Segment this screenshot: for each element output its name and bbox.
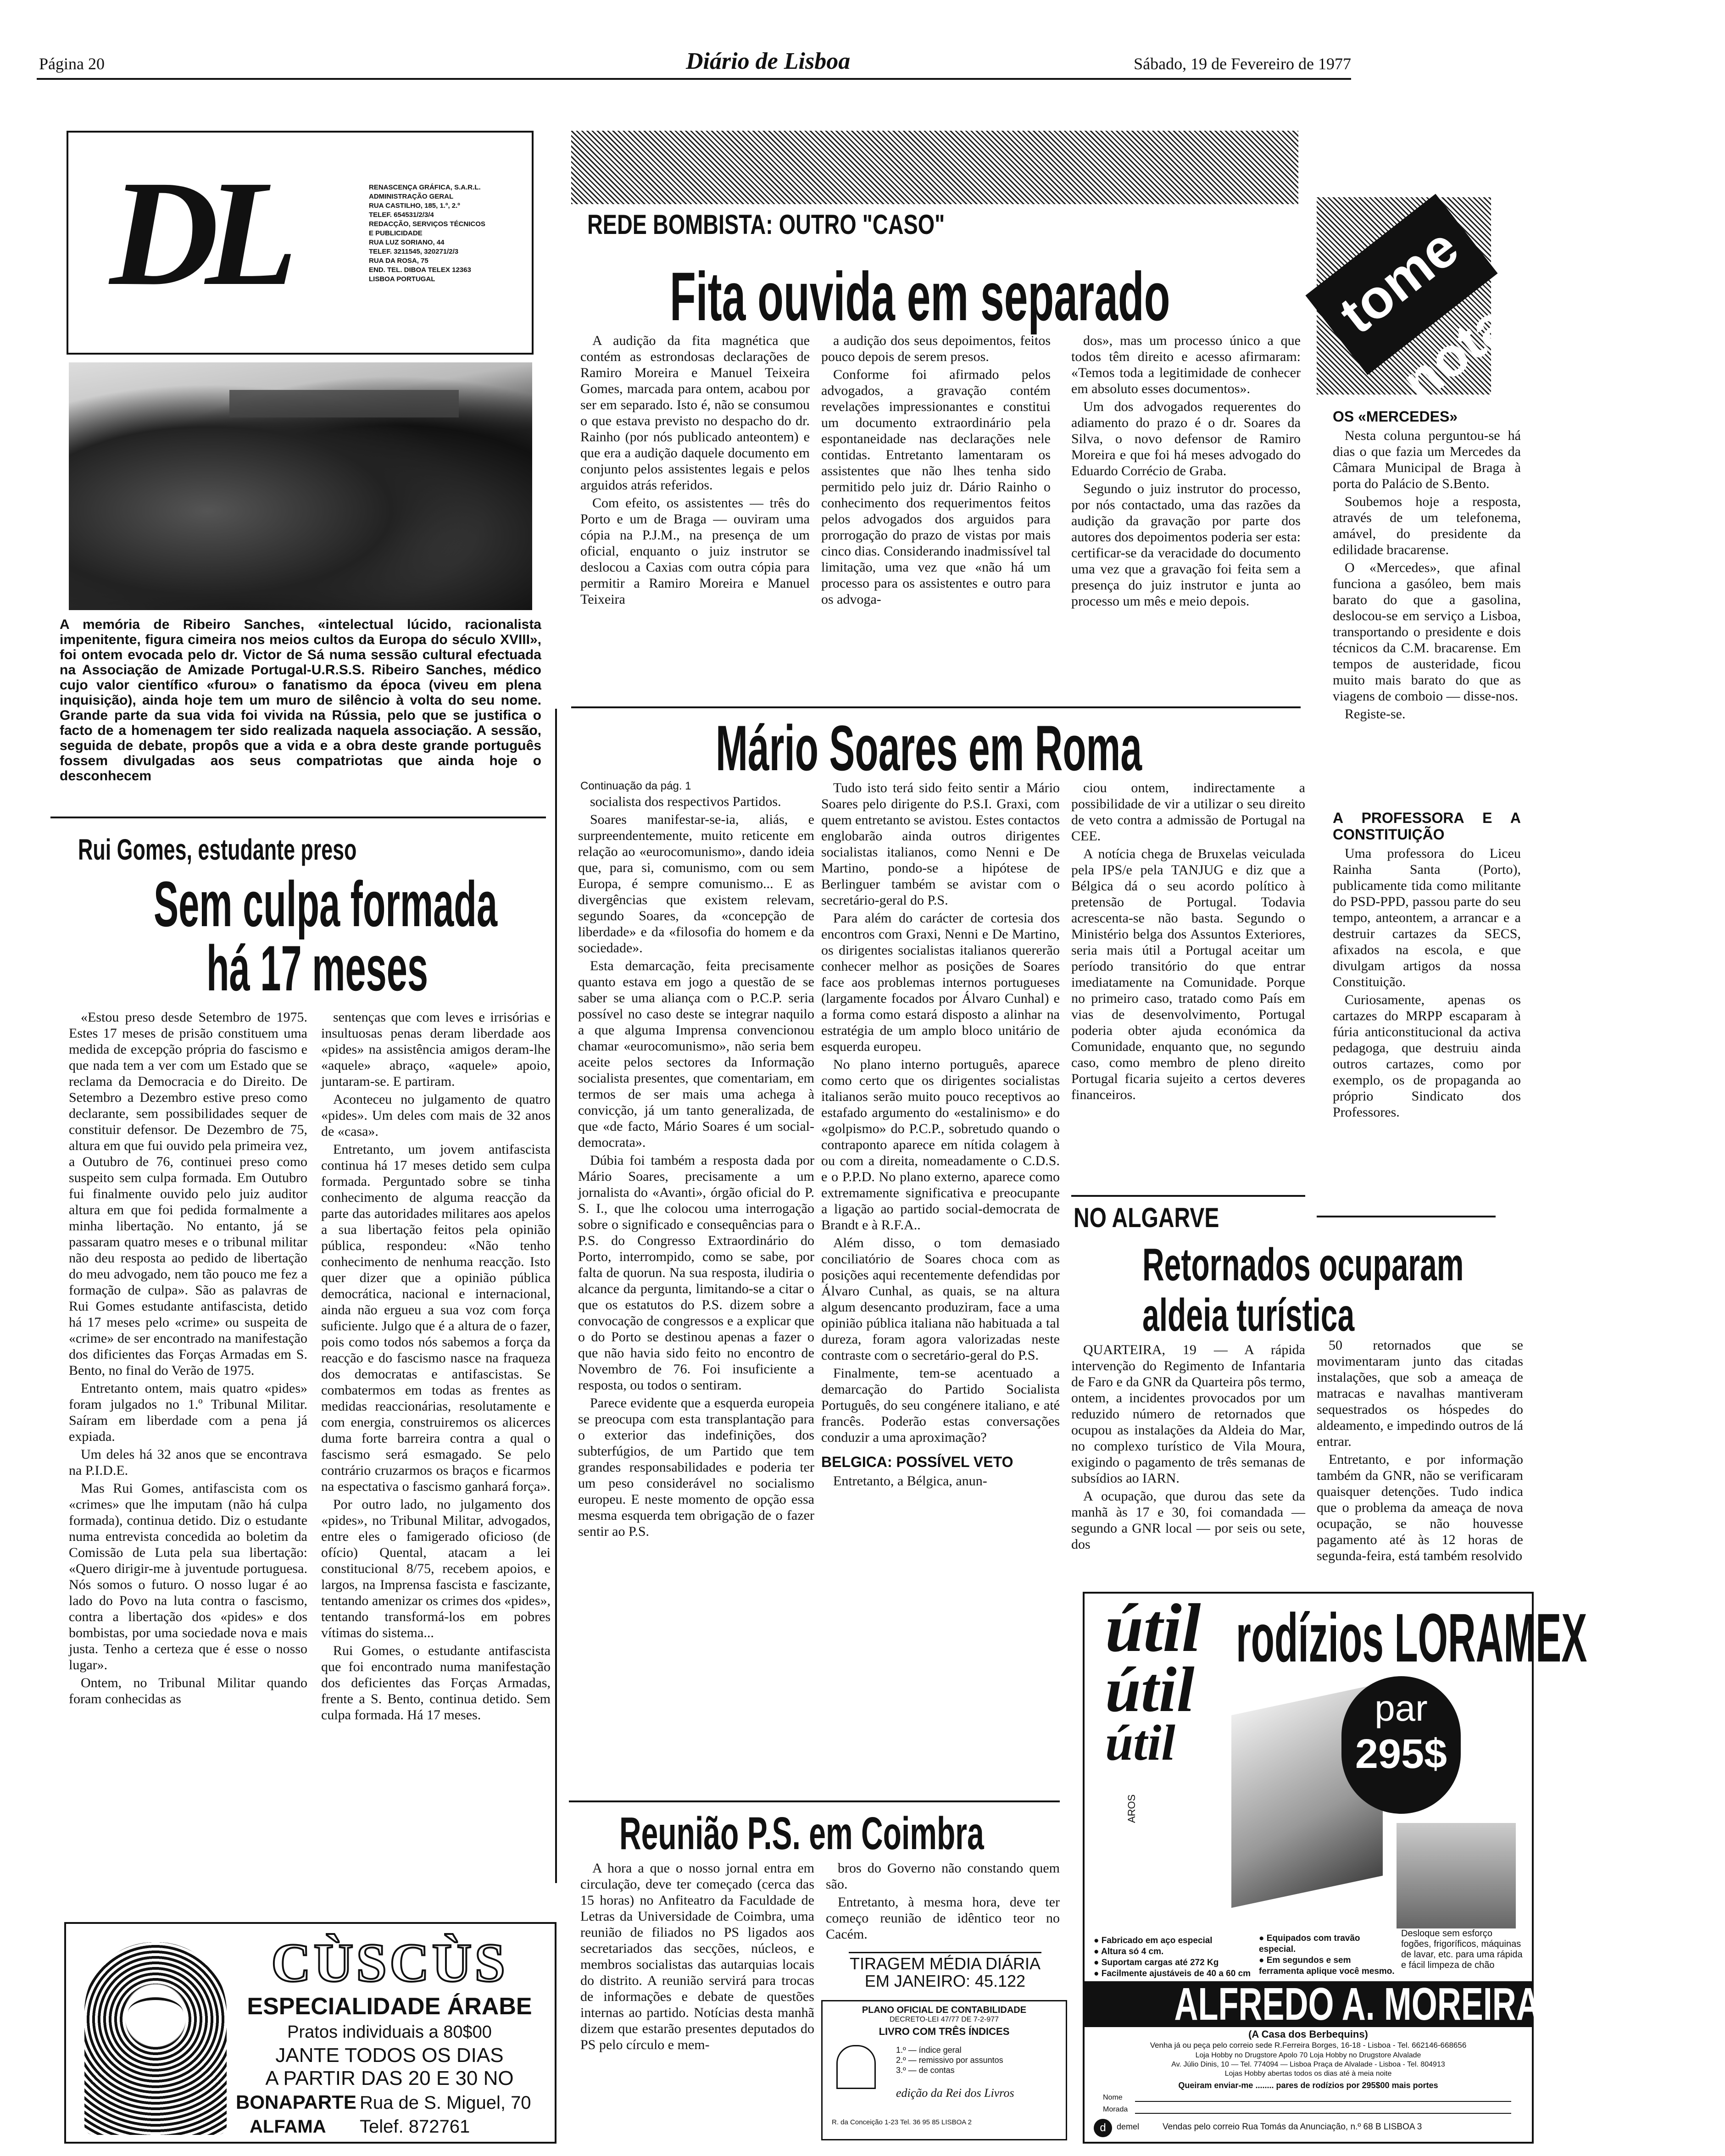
loramex-bullet-right-1: ● Equipados com travão especial. bbox=[1259, 1934, 1360, 1954]
fita-hatch-band bbox=[571, 131, 1298, 204]
dl-address-line-1: RENASCENÇA GRÁFICA, S.A.R.L. bbox=[369, 183, 481, 191]
loramex-ad bbox=[1083, 1590, 1636, 2144]
soares-c2-paragraph-1: Tudo isto terá sido feito sentir a Mário Soares pelo dirigente do P.S.I. Graxi, com quem entretanto se avistou. Estes contactos englobarão ainda outros dirigentes socialistas italianos, como Nenni e De Martino, pondo-se a hipótese de Berlinguer também se avistar com o secretário-geral do P.S. bbox=[821, 780, 1060, 908]
fita-c3-paragraph-3: Segundo o juiz instrutor do processo, por nós contactado, uma das razões da audição da gravação por parte dos autores dos depoimentos poderia ser esta: certificar-se da veracidade do documento uma vez que a gravação foi feita sem a presença do juiz instrutor e junta ao processo um mês e meio depois. bbox=[1071, 481, 1301, 609]
demel-logo: demel bbox=[1117, 2122, 1140, 2131]
header-rule bbox=[37, 78, 1351, 80]
veil-line bbox=[128, 1997, 183, 2028]
dl-address-line-4: TELEF. 654531/2/3/4 bbox=[369, 211, 434, 219]
woman-fridge-illustration bbox=[1397, 1823, 1516, 1928]
vertical-rule-left bbox=[555, 709, 557, 1883]
dl-address-line-7: RUA LUZ SORIANO, 44 bbox=[369, 239, 445, 246]
order-form-text: Queiram enviar-me ........ pares de rodízios por 295$00 mais portes bbox=[1178, 2081, 1438, 2090]
cuscus-rua: Rua de S. Miguel, 70 bbox=[360, 2093, 531, 2113]
rui-c1-paragraph-5: Ontem, no Tribunal Militar quando foram conhecidas as bbox=[69, 1675, 307, 1706]
meeting-photo bbox=[69, 362, 532, 610]
rui-title-1: Sem culpa formada bbox=[154, 868, 498, 940]
tome-bottom-rule bbox=[1317, 1216, 1496, 1217]
company-sub: (A Casa dos Berbequins) bbox=[1248, 2028, 1368, 2040]
masthead: Diário de Lisboa bbox=[686, 48, 851, 74]
aros-label: AROS bbox=[1126, 1794, 1137, 1823]
algarve-top-rule bbox=[1071, 1195, 1305, 1197]
order-morada-line[interactable] bbox=[1135, 2113, 1511, 2114]
loramex-side-text: Desloque sem esforço fogões, frigoríficos, máquinas de lavar, etc. para uma rápida e fácil limpeza de chão bbox=[1401, 1928, 1523, 1970]
loramex-bullet-left-4: ● Facilmente ajustáveis de 40 a 60 cm bbox=[1094, 1969, 1251, 1978]
dl-address-line-11: LISBOA PORTUGAL bbox=[369, 275, 435, 283]
price-badge bbox=[1341, 1676, 1461, 1814]
soares-col-3 bbox=[1071, 780, 1305, 1211]
fita-c2-paragraph-1: a audição dos seus depoimentos, feitos pouco depois de serem presos. bbox=[821, 333, 1051, 364]
cuscus-telef: Telef. 872761 bbox=[360, 2117, 470, 2137]
dl-address-line-8: TELEF. 3211545, 320271/2/3 bbox=[369, 248, 459, 256]
tome-section-2 bbox=[1333, 805, 1521, 1209]
soares-c3-paragraph-1: ciou ontem, indirectamente a possibilidade de vir a utilizar o seu direito de veto contra a admissão de Portugal na CEE. bbox=[1071, 780, 1305, 844]
order-morada-label: Morada bbox=[1103, 2106, 1128, 2113]
dl-address-line-10: END. TEL. DIBOA TELEX 12363 bbox=[369, 266, 471, 274]
cuscus-ad bbox=[64, 1922, 556, 2144]
rui-title-2: há 17 meses bbox=[206, 932, 428, 1004]
company-name: ALFREDO A. MOREIRA, LDA. bbox=[1174, 1978, 1636, 2030]
soares-col-1 bbox=[578, 794, 814, 1798]
util-word-2: útil bbox=[1105, 1654, 1195, 1725]
fita-c1-paragraph-1: A audição da fita magnética que contém as estrondosas declarações de Ramiro Moreira e Manuel Teixeira Gomes, marcada para ontem, acabou por ser em separado. Isto é, não se consumou o que estava previsto no despacho do dr. Rainho (por nós publicado anteontem) e que era a audição daquele documento em conjunto pelos assistentes legais e pelos arguidos atrás referidos. bbox=[580, 333, 810, 493]
loramex-bullet-left-2: ● Altura só 4 cm. bbox=[1094, 1947, 1164, 1956]
algarve-col-2 bbox=[1317, 1337, 1523, 1580]
plano-decreto: DECRETO-LEI 47/77 DE 7-2-977 bbox=[889, 2016, 999, 2023]
soares-continuation: Continuação da pág. 1 bbox=[580, 780, 691, 792]
loramex-bullet-right-2: ● Em segundos e sem ferramenta aplique você mesmo. bbox=[1259, 1956, 1395, 1976]
algarve-title-2: aldeia turística bbox=[1142, 1289, 1355, 1341]
cuscus-partir: A PARTIR DAS 20 E 30 NO bbox=[265, 2067, 514, 2089]
util-word-3: útil bbox=[1105, 1715, 1175, 1771]
tome-s2-title: A PROFESSORA E A CONSTITUIÇÃO bbox=[1333, 810, 1521, 843]
plano-item-2: 2.º — remissivo por assuntos bbox=[896, 2056, 1003, 2065]
tome-s1-title: OS «MERCEDES» bbox=[1333, 408, 1458, 425]
fita-c2-paragraph-2: Conforme foi afirmado pelos advogados, a gravação contém revelações impressionantes e constitui um documento extraordinário pela espontaneidade nas declarações nele contidas. Entretanto lamentaram os assistentes que não lhes tenha sido permitido pelo juiz dr. Dário Rainho o conhecimento dos requerimentos feitos pelos advogados dos arguidos para prorrogação do prazo de vistas por mais cinco dias. Considerando inadmissível tal limitação, uma vez que «não há um processo para os assistentes e outro para os advoga- bbox=[821, 367, 1051, 607]
company-lojas-3: Lojas Hobby abertas todos os dias até à meia noite bbox=[1224, 2070, 1392, 2078]
fita-title: Fita ouvida em separado bbox=[670, 258, 1170, 335]
photo-caption: A memória de Ribeiro Sanches, «intelectual lúcido, racionalista impenitente, figura cimeira nos meios cultos da Europa do século XVIII», foi ontem evocada pelo dr. Victor de Sá numa sessão cultural efectuada na Associação de Amizade Portugal-U.R.S.S. Ribeiro Sanches, médico cujo valor científico «furou» o fanatismo da época (viveu em plena inquisição), ainda hoje tem um muro de silêncio à volta do seu nome. Grande parte da sua vida foi vivida na Rússia, pelo que se justifica o facto de a homenagem ter sido realizada naquela associação. A sessão, seguida de debate, propôs que a vida e a obra deste grande português fossem divulgadas aos seus compatriotas que ainda hoje o desconhecem bbox=[60, 617, 541, 783]
soares-c1-paragraph-1: socialista dos respectivos Partidos. bbox=[590, 794, 781, 809]
fita-col-1 bbox=[580, 333, 810, 700]
dl-address-line-5: REDACÇÃO, SERVIÇOS TÉCNICOS bbox=[369, 220, 485, 228]
tiragem-rule bbox=[849, 1952, 1041, 1953]
belgica-title: BELGICA: POSSÍVEL VETO bbox=[821, 1454, 1013, 1470]
tome-s1-paragraph-4: Registe-se. bbox=[1345, 706, 1406, 722]
rui-kicker: Rui Gomes, estudante preso bbox=[78, 833, 357, 866]
price-par: par bbox=[1374, 1688, 1428, 1728]
loramex-brand: rodízios LORAMEX bbox=[1236, 1599, 1587, 1676]
soares-c3-paragraph-2: A notícia chega de Bruxelas veiculada pela IPS/e pela TANJUG e diz que a Bélgica dá o seu acordo político à pretensão de Portugal. Todavia acrescenta-se não basta. Segundo o Ministério belga dos Assuntos Exteriores, seria mais útil a Portugal aceitar um período transitório do que entrar imediatamente na Comunidade. Porque no primeiro caso, tratado como País em vias de desenvolvimento, Portugal poderia obter ajuda económica da Comunidade, enquanto que, no segundo caso, como membro de pleno direito Portugal ficaria sujeito a certos deveres financeiros. bbox=[1071, 846, 1305, 1102]
loramex-bullet-left-1: ● Fabricado em aço especial bbox=[1094, 1936, 1213, 1945]
rui-c1-paragraph-3: Um deles há 32 anos que se encontrava na P.I.D.E. bbox=[69, 1447, 307, 1478]
rui-c1-paragraph-4: Mas Rui Gomes, antifascista com os «crimes» que lhe imputam (não há culpa formada), continua detido. Diz o estudante numa entrevista concedida ao boletim da Comissão de Luta pela sua libertação: «Quero dirigir-me à juventude portuguesa. Nós somos o futuro. O nosso lugar é ao lado do Povo na luta contra o fascismo, contra a libertação dos «pides» e dos bombistas, por uma sociedade nova e mais justa. Tenho a certeza que é esse o nosso lugar». bbox=[69, 1481, 307, 1673]
tome-section-1 bbox=[1333, 404, 1521, 766]
loramex-footer: Vendas pelo correio Rua Tomás da Anunciação, n.º 68 B LISBOA 3 bbox=[1163, 2122, 1422, 2132]
soares-title: Mário Soares em Roma bbox=[716, 712, 1142, 784]
page-date: Sábado, 19 de Fevereiro de 1977 bbox=[1134, 55, 1351, 73]
algarve-col-1 bbox=[1071, 1342, 1305, 1580]
dl-logo: DL bbox=[110, 150, 284, 317]
coimbra-top-rule bbox=[569, 1800, 1060, 1802]
crown-icon bbox=[836, 2045, 876, 2089]
tome-s2-paragraph-2: Curiosamente, apenas os cartazes do MRPP escaparam à fúria anticonstitucional da activa pedagoga, que destruiu ainda outros cartazes, como por exemplo, os de propaganda ao próprio Sindicato dos Professores. bbox=[1333, 992, 1521, 1120]
rui-c2-paragraph-1: sentenças que com leves e irrisórias e insultuosas penas deram liberdade aos «pides» na assistência amigos deram-lhe «aquele» abraço, «aquele» apoio, juntaram-se. E partiram. bbox=[321, 1010, 551, 1089]
cuscus-bonaparte: BONAPARTE bbox=[236, 2091, 356, 2113]
cuscus-alfama: ALFAMA bbox=[250, 2117, 326, 2137]
rui-col-1 bbox=[69, 1009, 307, 1895]
plano-item-3: 3.º — de contas bbox=[896, 2066, 955, 2075]
tiragem-block bbox=[826, 1952, 1064, 1990]
algarve-c2-paragraph-1: 50 retornados que se movimentaram junto das citadas instalações, que sob a ameaça de matracas e navalhas mantiveram sequestrados os hóspedes do aldeamento, e impedindo outros de lá entrar. bbox=[1317, 1338, 1523, 1449]
soares-c1-paragraph-4: Dúbia foi também a resposta dada por Mário Soares, precisamente a um jornalista do «Avanti», órgão oficial do P. S. I., que lhe colocou uma interrogação sobre o significado e consequências para o P.S. do Congresso Extraordinário do Porto, interrompido, como se sabe, por falta de quorun. Na sua resposta, iludiria o alcance da pergunta, limitando-se a citar o que os estatutos do P.S. dizem sobre a convocação de congressos e a explicar que o do Porto se destinou apenas a fazer o que não havia sido feito no encontro de Novembro de 76. Foi insuficiente a resposta, ou todos o sentiram. bbox=[578, 1153, 814, 1393]
soares-c1-paragraph-3: Esta demarcação, feita precisamente quanto estava em jogo a questão de se saber se uma aliança com o P.C.P. seria possível no caso deste se integrar naquilo a que alguma Imprensa convencionou chamar «eurocomunismo», não seria bem aceite pelos sectores da Informação socialista presentes, que comentariam, em termos de ser mais uma achega à convicção, já um tanto generalizada, de que «de facto, Mário Soares é um social-democrata». bbox=[578, 958, 814, 1150]
dl-address-block bbox=[369, 183, 485, 284]
dl-box bbox=[67, 131, 534, 355]
tome-s2-paragraph-1: Uma professora do Liceu Rainha Santa (Porto), publicamente tida como militante do PSD-PPD, passou parte do seu tempo, anteontem, a arrancar e a destruir cartazes da SECS, afixados na escola, e que divulgam artigos da nossa Constituição. bbox=[1333, 846, 1521, 989]
plano-address: R. da Conceição 1-23 Tel. 36 95 85 LISBOA 2 bbox=[832, 2118, 972, 2126]
cuscus-name: CÙSCÙS bbox=[271, 1932, 508, 1993]
soares-c1-paragraph-5: Parece evidente que a esquerda europeia se preocupa com esta transplantação para o exterior das indefinições, dos subterfúgios, de um Partido que tem grandes responsabilidades e poderia ter um peso considerável no socialismo europeu. E neste momento de opção essa mesma esquerda tem obrigação de o fazer sentir ao P.S. bbox=[578, 1395, 814, 1539]
loramex-bullets-left bbox=[1094, 1935, 1254, 1979]
plano-ad bbox=[821, 2000, 1067, 2140]
dl-address-line-6: E PUBLICIDADE bbox=[369, 229, 423, 237]
fita-c3-paragraph-1: dos», mas um processo único a que todos têm direito e acesso afirmaram: «Temos toda a legitimidade de conhecer em absoluto esses documentos». bbox=[1071, 333, 1301, 396]
order-nome-label: Nome bbox=[1103, 2094, 1123, 2101]
dl-address-line-3: RUA CASTILHO, 185, 1.º, 2.º bbox=[369, 202, 460, 210]
algarve-kicker: NO ALGARVE bbox=[1074, 1202, 1219, 1233]
tiragem-line-2: EM JANEIRO: 45.122 bbox=[864, 1972, 1026, 1990]
company-bar bbox=[1085, 1978, 1636, 2030]
tome-s1-paragraph-2: Soubemos hoje a resposta, através de um telefonema, amável, do presidente da edilidade bracarense. bbox=[1333, 494, 1521, 557]
fita-col-3 bbox=[1071, 333, 1301, 700]
loramex-bullets-right bbox=[1259, 1933, 1397, 1977]
soares-c2-paragraph-3: No plano interno português, aparece como certo que os dirigentes socialistas italianos serão muito pouco receptivos ao estafado argumento do «estalinismo» e do «golpismo» do P.C.P., sobretudo quando o contraponto aparece em nítida colagem à ou com a direita, nomeadamente o C.D.S. e o P.P.D. No plano externo, aparece como extremamente significativa e preocupante a ligação ao partido social-democrata de Brandt e à R.F.A.. bbox=[821, 1057, 1060, 1233]
cuscus-pratos: Pratos individuais a 80$00 bbox=[287, 2023, 492, 2042]
algarve-c1-paragraph-2: A ocupação, que durou das sete da manhã às 17 e 30, foi comandada — segundo a GNR local — por seis ou sete, dos bbox=[1071, 1489, 1305, 1552]
fita-c3-paragraph-2: Um dos advogados requerentes do adiamento do prazo é o dr. Soares da Silva, o novo defensor de Ramiro Moreira e que foi há meses advogado do Eduardo Corrécio de Graba. bbox=[1071, 399, 1301, 478]
company-lojas-1: Loja Hobby no Drugstore Apolo 70 Loja Hobby no Drugstore Alvalade bbox=[1195, 2051, 1421, 2059]
company-venda: Venha já ou peça pelo correio sede R.Ferreira Borges, 16-18 - Lisboa - Tel. 662146-668656 bbox=[1150, 2041, 1467, 2050]
coimbra-title: Reunião P.S. em Coimbra bbox=[619, 1808, 984, 1859]
coimbra-col-2 bbox=[826, 1860, 1060, 1952]
algarve-c2-paragraph-2: Entretanto, e por informação também da GNR, não se verificaram quaisquer detenções. Tudo indica que o problema da ameaça de nova ocupação, se não houvesse pagamento até às 12 horas de segunda-feira, está também resolvido bbox=[1317, 1452, 1523, 1563]
soares-c2-paragraph-5: Finalmente, tem-se acentuado a demarcação do Partido Socialista Português, do seu congénere italiano, e até francês. Poderão estas conversações conduzir a uma aproximação? bbox=[821, 1366, 1060, 1445]
tome-nota-label: tome nota bbox=[1305, 194, 1497, 375]
plano-item-1: 1.º — índice geral bbox=[896, 2045, 962, 2055]
coimbra-col-1 bbox=[580, 1860, 814, 2145]
cuscus-tag: ESPECIALIDADE ÁRABE bbox=[247, 1993, 532, 2020]
rui-c2-paragraph-3: Entretanto, um jovem antifascista continua há 17 meses detido sem culpa formada. Perguntado sobre se tinha conhecimento de alguma reacção da parte das autoridades militares aos apelos a sua libertação feitos pela opinião pública, respondeu: «Não tenho conhecimento de nenhuma reacção. Isto quer dizer que a opinião pública democrática, nacional e internacional, ainda não ergueu a sua voz com força suficiente. Julgo que é a altura de o fazer, pois como todos nós sabemos a força da reacção e do fascismo nasce na fraqueza dos democratas e antifascistas. Se combatermos em todas as frentes as medidas reaccionárias, resolutamente e com energia, construiremos os alicerces duma forte barreira contra a qual o fascismo será esmagado. Se pelo contrário cruzarmos os braços e ficarmos na espectativa o fascismo ganhará força». bbox=[321, 1142, 551, 1494]
belgica-text: Entretanto, a Bélgica, anun- bbox=[833, 1473, 987, 1489]
price-value: 295$ bbox=[1355, 1731, 1447, 1777]
util-word-1: útil bbox=[1105, 1590, 1201, 1666]
plano-edicao: edição da Rei dos Livros bbox=[896, 2086, 1014, 2100]
coimbra-c2-paragraph-1: bros do Governo não constando quem são. bbox=[826, 1861, 1060, 1892]
rui-c1-paragraph-2: Entretanto ontem, mais quatro «pides» foram julgados no 1.º Tribunal Militar. Saíram em liberdade com a pena já expiada. bbox=[69, 1381, 307, 1444]
rui-col-2 bbox=[321, 1009, 551, 1895]
cuscus-jante: JANTE TODOS OS DIAS bbox=[275, 2044, 504, 2067]
soares-c2-paragraph-4: Além disso, o tom demasiado conciliatório de Soares choca com as posições aqui recentemente defendidas por Álvaro Cunhal, as quais, se na altura algum desencanto produziram, face a uma opinião pública italiana não habituada a tal dureza, foram agora valorizadas neste contraste com o secretário-geral do P.S. bbox=[821, 1235, 1060, 1363]
loramex-bullet-left-3: ● Suportam cargas até 272 Kg bbox=[1094, 1958, 1219, 1967]
demel-logo-icon: d bbox=[1094, 2119, 1112, 2137]
tome-s1-paragraph-3: O «Mercedes», que afinal funciona a gasóleo, bem mais barato do que a gasolina, deslocou-se em serviço a Lisboa, transportando o presidente e dois técnicos da C.M. bracarense. Em tempos de austeridade, ficou muito mais barato do que as viagens de comboio — disse-nos. bbox=[1333, 560, 1521, 704]
tome-s1-paragraph-1: Nesta coluna perguntou-se há dias o que fazia um Mercedes da Câmara Municipal de Braga à porta do Palácio de S.Bento. bbox=[1333, 428, 1521, 491]
fita-kicker: REDE BOMBISTA: OUTRO "CASO" bbox=[587, 209, 945, 240]
woman-illustration bbox=[84, 1942, 227, 2135]
coimbra-c2-paragraph-2: Entretanto, à mesma hora, deve ter começo reunião de idêntico teor no Cacém. bbox=[826, 1895, 1060, 1942]
algarve-c1-paragraph-1: QUARTEIRA, 19 — A rápida intervenção do Regimento de Infantaria de Faro e da GNR da Quarteira pôs termo, ontem, a incidentes provocados por um reduzido número de retornados que ocupou as instalações da Aldeia do Mar, no complexo turístico de Vila Moura, exigindo o pagamento de três semanas de subsídios ao IARN. bbox=[1071, 1342, 1305, 1486]
photo-head-table bbox=[229, 390, 459, 417]
rui-c2-paragraph-2: Aconteceu no julgamento de quatro «pides». Um deles com mais de 32 anos de «casa». bbox=[321, 1092, 551, 1139]
rui-c1-paragraph-1: «Estou preso desde Setembro de 1975. Estes 17 meses de prisão constituem uma medida de excepção própria do fascismo e que nada tem a ver com um Estado que se reclama da Democracia e do Direito. De Setembro a Dezembro estive preso como declarante, sem possibilidades sequer de constituir defensor. De Dezembro de 75, altura em que fui ouvido pela primeira vez, a Outubro de 76, continuei preso como suspeito sem culpa formada. Em Outubro fui finalmente ouvido pelo juiz auditor altura em que foi pedida formalmente a minha libertação. No entanto, já se passaram quatro meses e o tribunal militar não deu resposta ao pedido de libertação do meu advogado, nem tão pouco me fez a formação de culpa». São as palavras de Rui Gomes estudante antifascista, detido há 17 meses pelo «crime» ou suspeita de «crime» de ser encontrado na manifestação dos dificientes das Forças Armadas em S. Bento, no final do Verão de 1975. bbox=[69, 1010, 307, 1378]
rui-c2-paragraph-5: Rui Gomes, o estudante antifascista que foi encontrado numa manifestação dos deficientes das Forças Armadas, frente a S. Bento, continua detido. Sem culpa formada. Há 17 meses. bbox=[321, 1643, 551, 1723]
soares-c2-paragraph-2: Para além do carácter de cortesia dos encontros com Graxi, Nenni e De Martino, os dirigentes socialistas italianos quererão conhecer melhor as posições de Soares face aos problemas internos portugueses (largamente focados por Álvaro Cunhal) e a forma como estará disposto a alinhar na estratégia de um amplo bloco unitário de esquerda europeu. bbox=[821, 911, 1060, 1054]
fita-bottom-rule bbox=[571, 706, 1301, 708]
tiragem-line-1: TIRAGEM MÉDIA DIÁRIA bbox=[849, 1954, 1041, 1973]
dl-address-line-2: ADMINISTRAÇÃO GERAL bbox=[369, 193, 454, 200]
page-number: Página 20 bbox=[39, 55, 105, 73]
soares-c1-paragraph-2: Soares manifestar-se-ia, aliás, e surpreendentemente, muito reticente em relação ao «eurocomunismo», dando ideia que, para si, comunismo, com ou sem Europa, é sempre comunismo... E as divergências que existem relevam, segundo Soares, da «concepção de liberdade» e da «filosofia do homem e da sociedade». bbox=[578, 812, 814, 956]
company-lojas-2: Av. Júlio Dinis, 10 — Tel. 774094 — Lisboa Praça de Alvalade - Lisboa - Tel. 804913 bbox=[1171, 2061, 1445, 2068]
plano-livro: LIVRO COM TRÊS ÍNDICES bbox=[879, 2026, 1010, 2037]
dl-address-line-9: RUA DA ROSA, 75 bbox=[369, 257, 428, 265]
soares-col-2 bbox=[821, 780, 1060, 1798]
rui-top-rule bbox=[50, 817, 546, 818]
fita-c1-paragraph-2: Com efeito, os assistentes — três do Porto e um de Braga — ouviram uma cópia na P.J.M., na presença de um oficial, enquanto o juiz instrutor se deslocou a Caxias com outra cópia para permitir a Ramiro Moreira e Manuel Teixeira bbox=[580, 495, 810, 607]
algarve-title-1: Retornados ocuparam bbox=[1142, 1239, 1464, 1290]
fita-col-2 bbox=[821, 333, 1051, 700]
plano-items bbox=[896, 2045, 1003, 2075]
coimbra-text-1: A hora a que o nosso jornal entra em circulação, deve ter começado (cerca das 15 horas) no Anfiteatro da Faculdade de Letras da Universidade de Coimbra, uma reunião de filiados no PS ligados aos secretariados das secções, núcleos, e membros socialistas das autarquias locais do distrito. A reunião servirá para trocas de informações e debate de questões internas ao partido. Notícias desta manhã dizem que estarão presentes deputados do PS pelo círculo e mem- bbox=[580, 1861, 814, 2052]
plano-title: PLANO OFICIAL DE CONTABILIDADE bbox=[862, 2005, 1027, 2015]
rui-c2-paragraph-4: Por outro lado, no julgamento dos «pides», no Tribunal Militar, advogados, entre eles o famigerado oficioso (de ofício) Quental, atacam a lei constitucional 8/75, recebem apoios, e largos, na Imprensa fascista e fascizante, tentando amenizar os crimes dos «pides», tentando transformá-los em pobres vítimas do sistema... bbox=[321, 1497, 551, 1640]
order-nome-line[interactable] bbox=[1135, 2101, 1511, 2102]
